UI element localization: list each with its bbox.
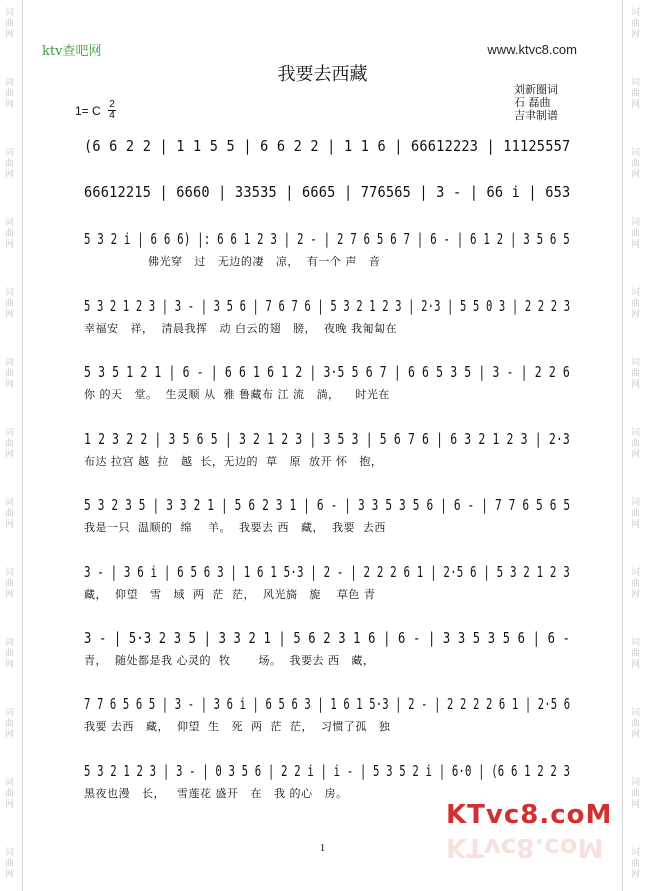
lyric-line: 佛光穿 过 无边的凄 凉， 有一个 声 音 — [84, 255, 381, 268]
side-watermark: 词 曲 网 — [630, 358, 640, 390]
notation-line: 5 3 2 1 2 3 | 3 - | 3 5 6 | 7 6 7 6 | 5 3 2 1 2 3 | 2·3 | 5 5 0 3 | 2 2 2 3 — [84, 297, 571, 315]
side-watermark: 词 曲 网 — [630, 78, 640, 110]
notation-line: 5 3 2 3 5 | 3 3 2 1 | 5 6 2 3 1 | 6 - | 3 3 5 3 5 6 | 6 - | 7 7 6 5 6 5 — [84, 496, 571, 514]
side-watermark: 词 曲 网 — [630, 148, 640, 180]
side-watermark: 词 曲 网 — [630, 288, 640, 320]
side-watermark: 词 曲 网 — [630, 8, 640, 40]
notation-line: 66612215 | 6660 | 33535 | 6665 | 776565 | 3 - | 66 i | 653 — [84, 183, 571, 201]
side-watermark: 词 曲 网 — [5, 358, 15, 390]
lyric-line: 藏， 仰望 雪 域 两 茫 茫， 风光旖 旎 草色 青 — [84, 588, 376, 601]
side-watermark: 词 曲 网 — [5, 568, 15, 600]
score-row — [84, 230, 570, 268]
lyricist-credit: 刘新圈词 — [514, 83, 558, 96]
side-watermark: 词 曲 网 — [630, 708, 640, 740]
notation-line: 5 3 5 1 2 1 | 6 - | 6 6 1 6 1 2 | 3·5 5 6 7 | 6 6 5 3 5 | 3 - | 2 2 6 — [84, 363, 570, 381]
key-signature: 1= C — [75, 104, 101, 118]
side-watermark: 词 曲 网 — [630, 638, 640, 670]
side-watermark: 词 曲 网 — [630, 848, 640, 880]
side-watermark: 词 曲 网 — [5, 78, 15, 110]
score-row — [84, 363, 570, 401]
side-watermark: 词 曲 网 — [5, 8, 15, 40]
notation-line: (6 6 2 2 | 1 1 5 5 | 6 6 2 2 | 1 1 6 | 66612223 | 11125557 — [84, 137, 571, 155]
side-watermark: 词 曲 网 — [630, 778, 640, 810]
notation-line: 5 3 2 1 2 3 | 3 - | 0 3 5 6 | 2 2 i | i - | 5 3 5 2 i | 6·0 | (6 6 1 2 2 3 — [84, 762, 571, 780]
notation-line: 3 - | 3 6 i | 6 5 6 3 | 1 6 1 5·3 | 2 - | 2 2 2 6 1 | 2·5 6 | 5 3 2 1 2 3 — [84, 563, 570, 581]
score-row — [84, 137, 570, 155]
engraver-credit: 吉聿制谱 — [514, 109, 558, 122]
footer-logo-reflection: KTvc8.coM — [446, 832, 604, 862]
lyric-line: 我要 去西 藏， 仰望 生 死 两 茫 茫， 习惯了孤 独 — [84, 720, 391, 733]
time-signature — [108, 100, 116, 121]
side-watermark: 词 曲 网 — [630, 568, 640, 600]
score-row — [84, 297, 571, 335]
score-row — [84, 695, 571, 733]
notation-line: 5 3 2 i | 6 6 6) |: 6 6 1 2 3 | 2 - | 2 7 6 5 6 7 | 6 - | 6 1 2 | 3 5 6 5 — [84, 230, 570, 248]
side-watermark: 词 曲 网 — [5, 498, 15, 530]
site-url[interactable]: www.ktvc8.com — [487, 42, 577, 57]
lyric-line: 你 的天 堂。 生灵顺 从 雅 鲁藏布 江 流 淌， 时光在 — [84, 388, 390, 401]
score-row — [84, 496, 571, 534]
notation-line: 7 7 6 5 6 5 | 3 - | 3 6 i | 6 5 6 3 | 1 6 1 5·3 | 2 - | 2 2 2 2 6 1 | 2·5 6 — [84, 695, 571, 713]
score-row — [84, 430, 570, 468]
score-row — [84, 629, 570, 667]
lyric-line: 布达 拉宫 越 拉 越 长，无边的 草 原 放开 怀 抱， — [84, 455, 383, 468]
side-watermark: 词 曲 网 — [630, 428, 640, 460]
score-row — [84, 762, 571, 800]
time-signature-top: 2 — [109, 99, 115, 110]
notation-line: 3 - | 5·3 2 3 5 | 3 3 2 1 | 5 6 2 3 1 6 | 6 - | 3 3 5 3 5 6 | 6 - — [84, 629, 570, 647]
lyric-line: 幸福安 祥， 清晨我挥 动 白云的翅 膀， 夜晚 我匍匐在 — [84, 322, 397, 335]
score-row — [84, 183, 570, 201]
side-watermark: 词 曲 网 — [5, 638, 15, 670]
lyric-line: 我是一只 温顺的 绵 羊。 我要去 西 藏， 我要 去西 — [84, 521, 386, 534]
side-watermark: 词 曲 网 — [5, 288, 15, 320]
score-row — [84, 563, 570, 601]
composer-credit: 石 磊曲 — [514, 96, 551, 109]
site-logo-text[interactable]: ktv查吧网 — [42, 44, 102, 59]
notation-line: 1 2 3 2 2 | 3 5 6 5 | 3 2 1 2 3 | 3 5 3 | 5 6 7 6 | 6 3 2 1 2 3 | 2·3 — [84, 430, 570, 448]
time-signature-bottom: 4 — [109, 110, 115, 121]
credits-block — [514, 83, 558, 122]
side-watermark: 词 曲 网 — [5, 708, 15, 740]
side-watermark: 词 曲 网 — [5, 778, 15, 810]
song-title: 我要去西藏 — [277, 64, 368, 85]
lyric-line: 黑夜也漫 长， 雪莲花 盛开 在 我 的心 房。 — [84, 787, 348, 800]
side-watermark: 词 曲 网 — [630, 218, 640, 250]
side-watermark: 词 曲 网 — [5, 848, 15, 880]
footer-logo: KTvc8.coM — [446, 800, 613, 830]
side-watermark: 词 曲 网 — [5, 148, 15, 180]
lyric-line: 青， 随处都是我 心灵的 牧 场。 我要去 西 藏， — [84, 654, 375, 667]
side-watermark: 词 曲 网 — [630, 498, 640, 530]
side-watermark: 词 曲 网 — [5, 218, 15, 250]
page-number: 1 — [319, 842, 326, 854]
side-watermark: 词 曲 网 — [5, 428, 15, 460]
